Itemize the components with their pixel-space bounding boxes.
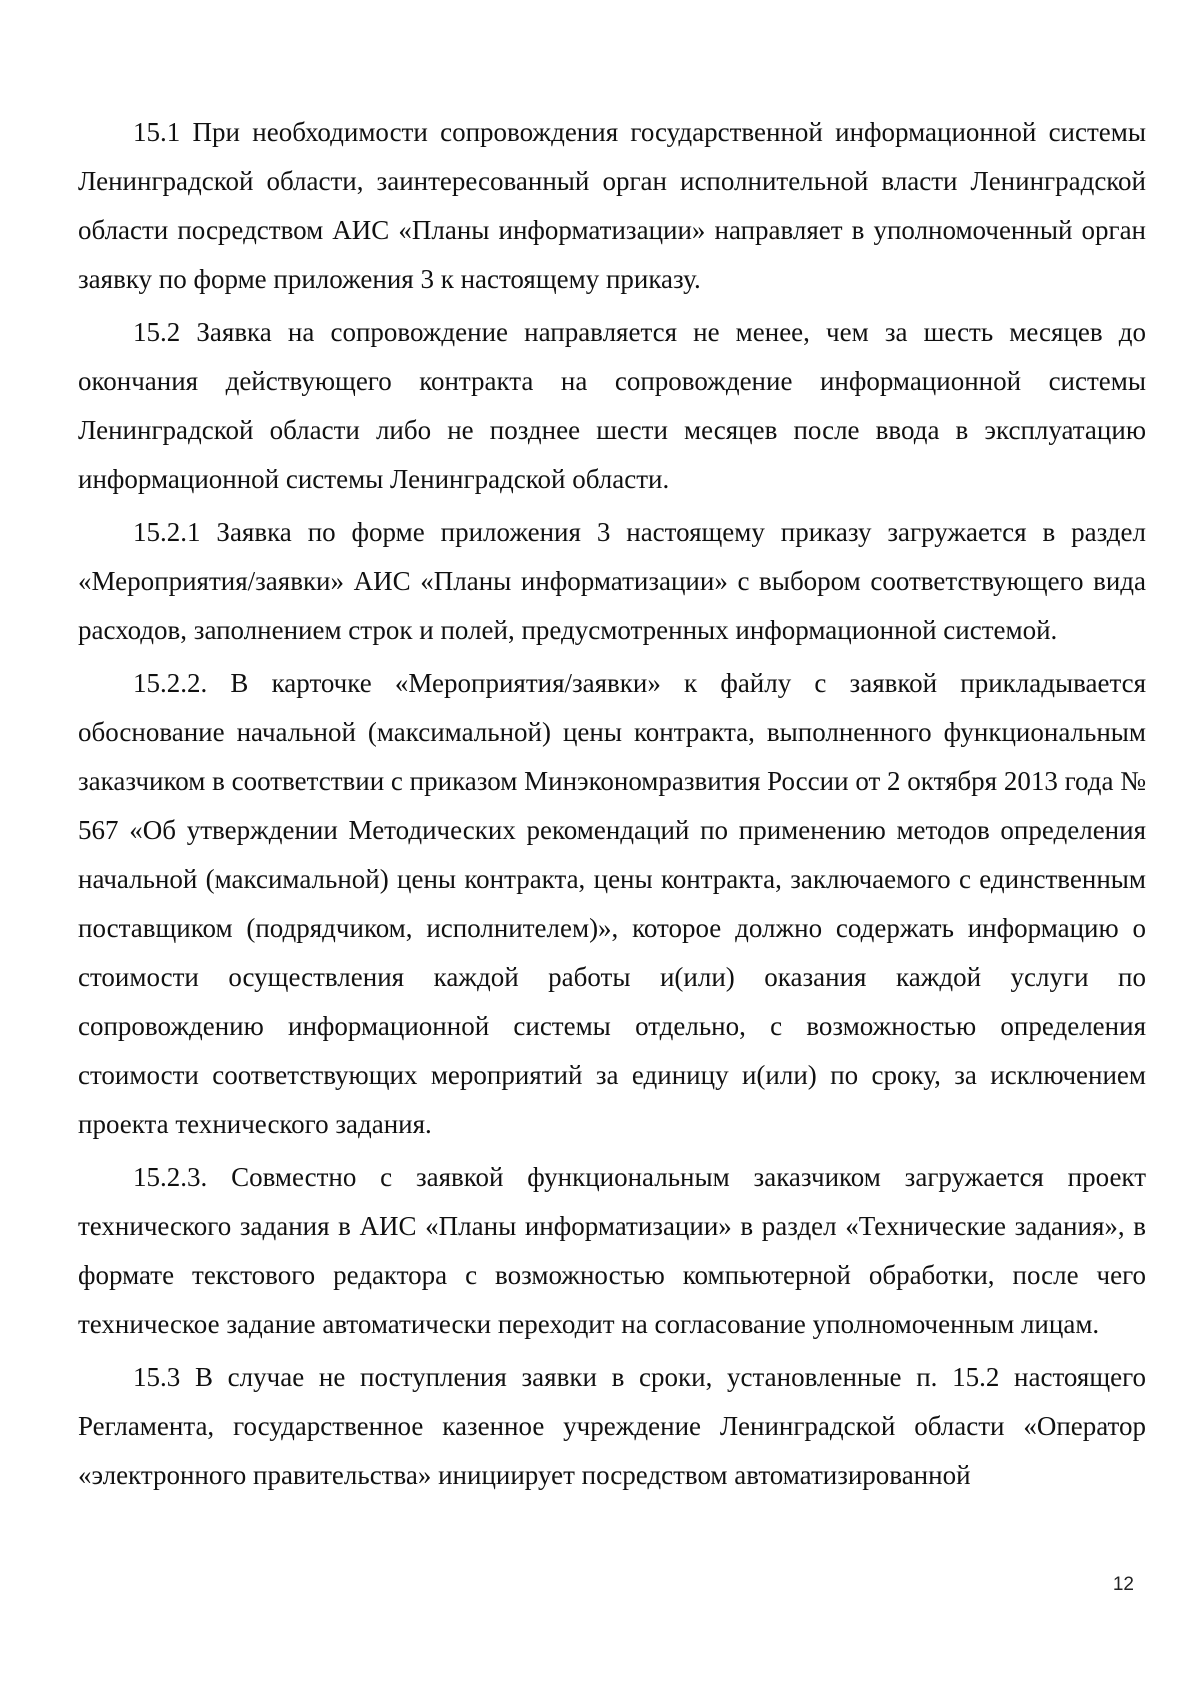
page-number: 12 (1112, 1574, 1134, 1595)
paragraph-15-2: 15.2 Заявка на сопровождение направляется не менее, чем за шесть месяцев до окончания действующего контракта на сопровождение информационной системы Ленинградской области либо не позднее шести месяцев после ввода в эксплуатацию информационной системы Ленинградской области. (78, 317, 1146, 494)
paragraph-15-2-3: 15.2.3. Совместно с заявкой функциональным заказчиком загружается проект технического задания в АИС «Планы информатизации» в раздел «Технические задания», в формате текстового редактора с возможностью компьютерной обработки, после чего техническое задание автоматически переходит на согласование уполномоченным лицам. (78, 1162, 1146, 1339)
document-body (78, 108, 1146, 1504)
paragraph-15-3: 15.3 В случае не поступления заявки в сроки, установленные п. 15.2 настоящего Регламента, государственное казенное учреждение Ленинградской области «Оператор «электронного правительства» инициирует посредством автоматизированной (78, 1362, 1146, 1490)
paragraph-15-1: 15.1 При необходимости сопровождения государственной информационной системы Ленинградской области, заинтересованный орган исполнительной власти Ленинградской области посредством АИС «Планы информатизации» направляет в уполномоченный орган заявку по форме приложения 3 к настоящему приказу. (78, 117, 1146, 294)
paragraph-15-2-2: 15.2.2. В карточке «Мероприятия/заявки» к файлу с заявкой прикладывается обоснование начальной (максимальной) цены контракта, выполненного функциональным заказчиком в соответствии с приказом Минэкономразвития России от 2 октября 2013 года № 567 «Об утверждении Методических рекомендаций по применению методов определения начальной (максимальной) цены контракта, цены контракта, заключаемого с единственным поставщиком (подрядчиком, исполнителем)», которое должно содержать информацию о стоимости осуществления каждой работы и(или) оказания каждой услуги по сопровождению информационной системы отдельно, с возможностью определения стоимости соответствующих мероприятий за единицу и(или) по сроку, за исключением проекта технического задания. (78, 668, 1146, 1139)
paragraph-15-2-1: 15.2.1 Заявка по форме приложения 3 настоящему приказу загружается в раздел «Мероприятия/заявки» АИС «Планы информатизации» с выбором соответствующего вида расходов, заполнением строк и полей, предусмотренных информационной системой. (78, 517, 1146, 645)
